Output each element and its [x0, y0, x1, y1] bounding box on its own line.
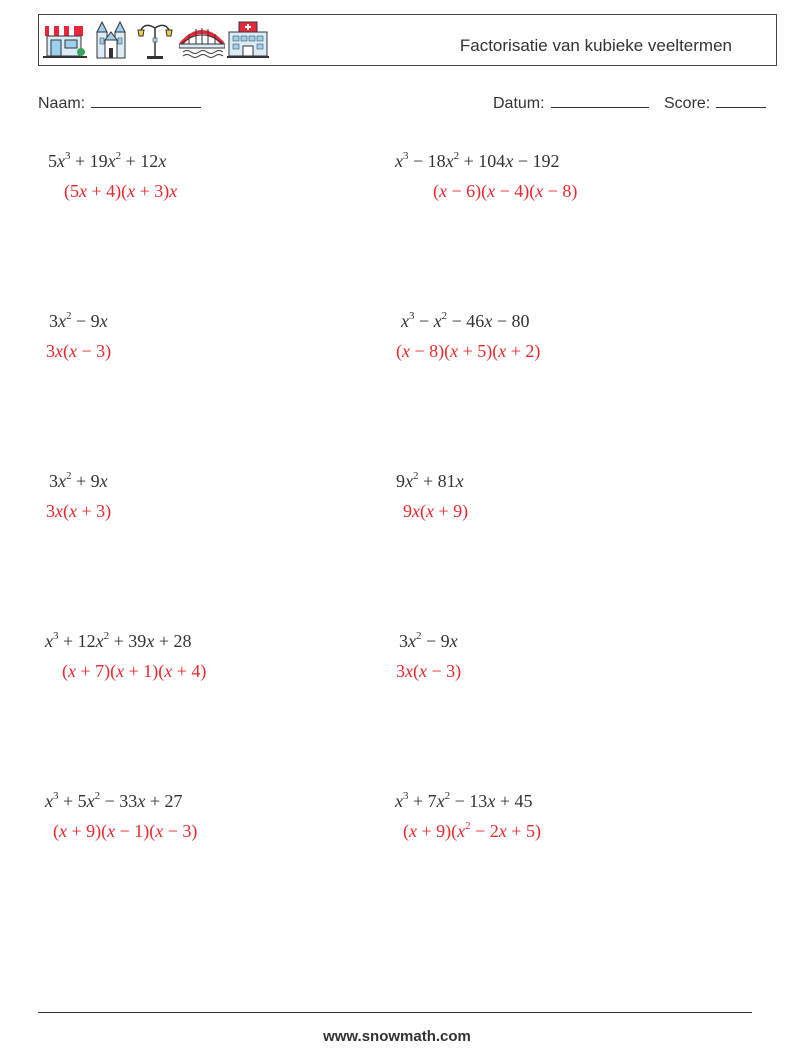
name-field[interactable] — [38, 93, 201, 113]
problem-8-answer: 3x(x − 3) — [396, 661, 462, 681]
footer-divider — [38, 1012, 752, 1013]
problem-1-answer: (5x + 4)(x + 3)x — [64, 181, 178, 201]
problem-6-question: $9x^2 + 81x$ — [396, 470, 464, 491]
problem-8-question: $3x^2 - 9x$ — [399, 630, 458, 651]
date-field[interactable] — [493, 93, 649, 113]
footer-url[interactable]: www.snowmath.com — [323, 1028, 471, 1045]
problem-10-answer: $(x + 9)(x^2 - 2x + 5)$ — [403, 820, 541, 841]
score-blank[interactable] — [716, 93, 766, 108]
church-icon — [91, 20, 131, 60]
problem-4-question: $x^3 - x^2 - 46x - 80$ — [401, 310, 530, 331]
score-field[interactable] — [664, 93, 766, 113]
problem-9-answer: (x + 9)(x − 1)(x − 3) — [53, 821, 198, 841]
problem-1-question: $5x^3 + 19x^2 + 12x$ — [48, 150, 167, 171]
problem-3-question: $3x^2 - 9x$ — [49, 310, 108, 331]
worksheet-title: Factorisatie van kubieke veeltermen — [459, 36, 732, 55]
hospital-icon — [227, 20, 269, 60]
date-label: Datum: — [493, 95, 545, 112]
problem-7-answer: (x + 7)(x + 1)(x + 4) — [62, 661, 207, 681]
score-label: Score: — [664, 95, 711, 112]
problem-7-question: $x^3 + 12x^2 + 39x + 28$ — [45, 630, 192, 651]
worksheet-header — [38, 14, 777, 66]
problem-2-question: $x^3 - 18x^2 + 104x - 192$ — [395, 150, 560, 171]
shop-icon — [43, 20, 87, 60]
problem-2-answer: (x − 6)(x − 4)(x − 8) — [433, 181, 578, 201]
problem-3-answer: 3x(x − 3) — [46, 341, 112, 361]
problem-5-answer: 3x(x + 3) — [46, 501, 112, 521]
problem-10-question: $x^3 + 7x^2 - 13x + 45$ — [395, 790, 533, 811]
problem-4-answer: (x − 8)(x + 5)(x + 2) — [396, 341, 541, 361]
bridge-icon — [179, 20, 225, 60]
problem-6-answer: 9x(x + 9) — [403, 501, 469, 521]
name-blank[interactable] — [91, 93, 201, 108]
problem-9-question: $x^3 + 5x^2 - 33x + 27$ — [45, 790, 183, 811]
name-label: Naam: — [38, 95, 86, 112]
street-lamp-icon — [135, 20, 175, 60]
date-blank[interactable] — [551, 93, 649, 108]
problem-5-question: $3x^2 + 9x$ — [49, 470, 108, 491]
